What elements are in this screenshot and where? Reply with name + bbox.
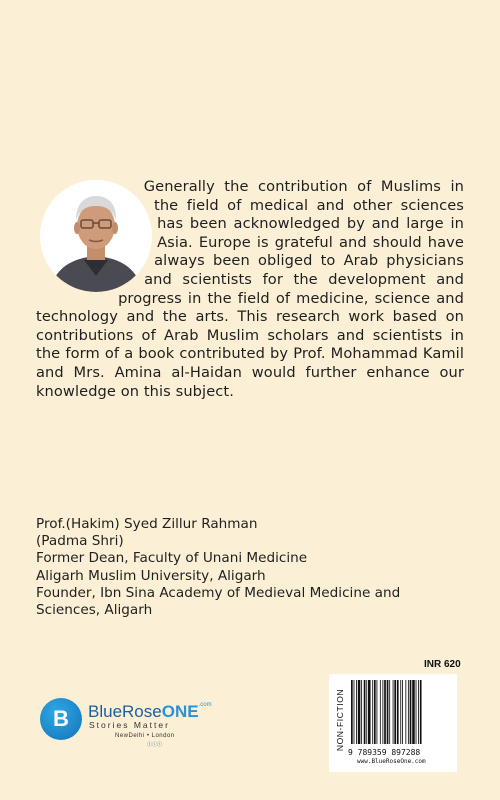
barcode: [351, 680, 451, 744]
barcode-bar: [416, 680, 417, 744]
publisher-name: BlueRoseONE$^{.com}$: [88, 702, 212, 721]
barcode-bar: [389, 680, 390, 744]
barcode-bar: [400, 680, 401, 744]
price-label: INR 620: [424, 659, 461, 670]
barcode-bar: [394, 680, 396, 744]
barcode-bar: [412, 680, 415, 744]
endorser-role-2: Founder, Ibn Sina Academy of Medieval Medicine and: [36, 584, 401, 601]
publisher-cities: NewDelhi • London: [115, 733, 175, 739]
barcode-bar: [405, 680, 406, 744]
endorser-role-2-cont: Sciences, Aligarh: [36, 602, 153, 619]
barcode-bar: [351, 680, 353, 744]
barcode-bar: [410, 680, 412, 744]
barcode-bar: [356, 680, 357, 744]
barcode-bar: [384, 680, 386, 744]
genre-label: NON-FICTION: [335, 688, 345, 752]
barcode-bar: [397, 680, 399, 744]
barcode-bar: [408, 680, 409, 744]
barcode-bar: [387, 680, 389, 744]
barcode-bar: [366, 680, 367, 744]
barcode-bar: [420, 680, 422, 744]
barcode-bar: [368, 680, 371, 744]
barcode-bar: [402, 680, 403, 744]
barcode-bar: [418, 680, 419, 744]
social-icons: ⓕⓘⓣ: [147, 742, 163, 748]
barcode-bar: [393, 680, 394, 744]
barcode-bar: [354, 680, 355, 744]
barcode-bar: [380, 680, 381, 744]
barcode-bar: [374, 680, 376, 744]
endorser-honor: (Padma Shri): [36, 533, 124, 550]
publisher-url: www.BlueRoseOne.com: [357, 758, 426, 765]
endorser-role-1: Former Dean, Faculty of Unani Medicine: [36, 550, 308, 567]
endorser-signature: [36, 516, 476, 619]
blurb-text: Generally the contribution of Muslims in the field of medical and other sciences has been acknowledged by and large in Asia. Europe is grateful and should have always been obliged to Arab physicians and scientists for the development and progress in the field of medicine, science and technology and the arts. This research work based on contributions of Arab Muslim scholars and scientists in the form of a book contributed by Prof. Mohammad Kamil and Mrs. Amina al-Haidan would further enhance our knowledge on this subject.: [36, 178, 464, 400]
barcode-bar: [382, 680, 383, 744]
barcode-bar: [364, 680, 366, 744]
endorser-institution: Aligarh Muslim University, Aligarh: [36, 567, 266, 584]
isbn-digits: 9 789359 897288: [348, 748, 421, 757]
barcode-bar: [377, 680, 378, 744]
portrait-wrap-spacer: [36, 178, 160, 290]
barcode-bar: [361, 680, 362, 744]
barcode-bar: [358, 680, 361, 744]
publisher-tagline: Stories Matter: [89, 720, 170, 730]
barcode-bar: [372, 680, 373, 744]
endorser-name: Prof.(Hakim) Syed Zillur Rahman: [36, 516, 258, 532]
bluerose-logo-icon: B: [40, 698, 82, 740]
author-blurb: [36, 178, 464, 401]
